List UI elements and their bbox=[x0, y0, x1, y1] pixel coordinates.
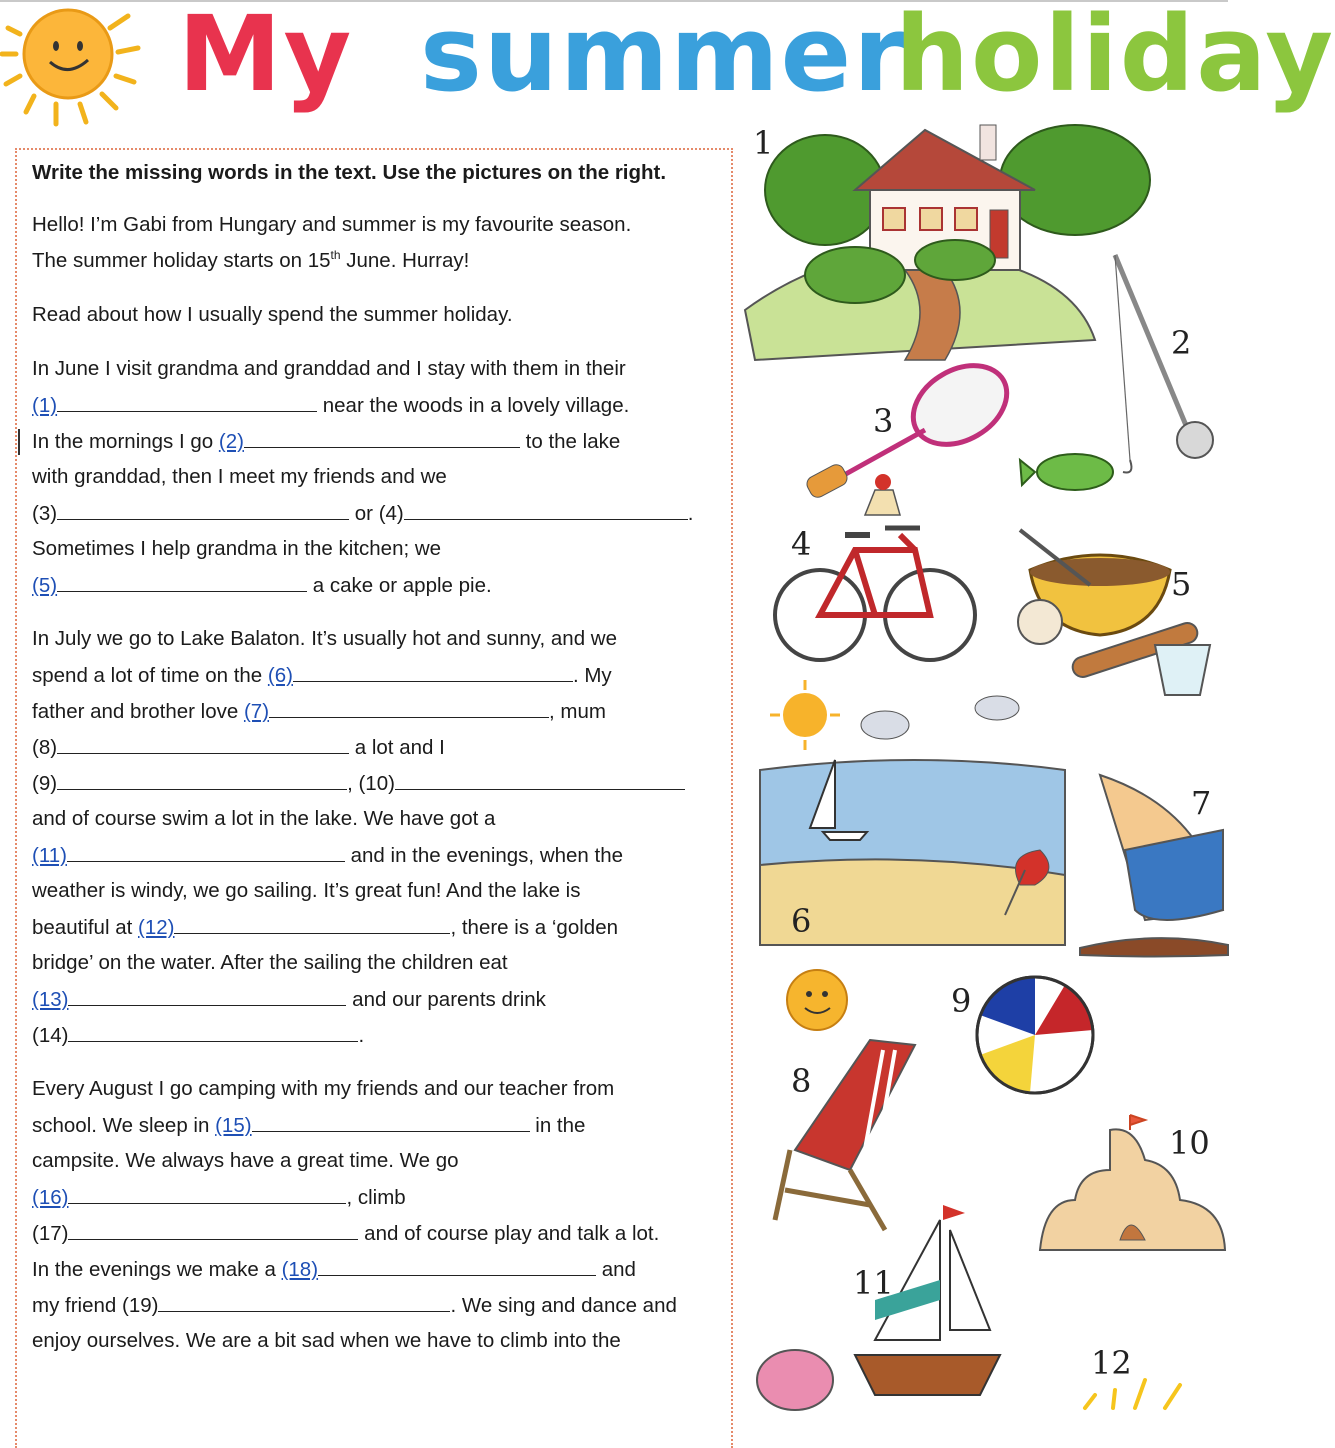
text-line: Hello! I’m Gabi from Hungary and summer is my favourite season. bbox=[32, 213, 632, 236]
picture-number-7: 7 bbox=[1191, 784, 1212, 822]
picture-number-12: 12 bbox=[1091, 1344, 1132, 1382]
picture-number-3: 3 bbox=[873, 402, 894, 440]
gap-number-5[interactable]: (5) bbox=[32, 574, 58, 597]
text-line: (9) , (10) bbox=[32, 765, 722, 801]
gap-number-16[interactable]: (16) bbox=[32, 1186, 69, 1209]
baking-bowl-icon bbox=[1018, 530, 1210, 695]
text-line: bridge’ on the water. After the sailing the children eat bbox=[32, 951, 508, 974]
gap-number-15[interactable]: (15) bbox=[215, 1114, 252, 1137]
text-cursor bbox=[18, 429, 20, 455]
gap-10-blank[interactable] bbox=[395, 765, 685, 790]
text-line: (1) near the woods in a lovely village. bbox=[32, 387, 722, 423]
picture-number-4: 4 bbox=[791, 525, 812, 563]
gap-number-13[interactable]: (13) bbox=[32, 988, 69, 1011]
text-line: enjoy ourselves. We are a bit sad when we have to climb into the bbox=[32, 1329, 621, 1352]
text-line: (5) a cake or apple pie. bbox=[32, 567, 722, 603]
gap-13-blank[interactable] bbox=[68, 981, 346, 1006]
text-line: beautiful at (12) , there is a ‘golden bbox=[32, 909, 722, 945]
exercise-text bbox=[32, 154, 722, 1377]
gap-15-blank[interactable] bbox=[252, 1107, 530, 1132]
text-line: school. We sleep in (15) in the bbox=[32, 1107, 722, 1143]
gap-number-12[interactable]: (12) bbox=[138, 916, 175, 939]
gap-1-blank[interactable] bbox=[57, 387, 317, 412]
ice-cream-icon bbox=[757, 1350, 833, 1410]
picture-column bbox=[735, 110, 1228, 1408]
gap-number-18[interactable]: (18) bbox=[281, 1258, 319, 1281]
text-line: (17) and of course play and talk a lot. bbox=[32, 1215, 722, 1251]
gap-number-4: (4) bbox=[378, 502, 404, 525]
text-line: (8) a lot and I bbox=[32, 729, 722, 765]
gap-14-blank[interactable] bbox=[68, 1017, 358, 1042]
text-line: Read about how I usually spend the summer holiday. bbox=[32, 303, 513, 326]
gap-8-blank[interactable] bbox=[57, 729, 349, 754]
june-paragraph bbox=[32, 351, 722, 603]
picture-number-10: 10 bbox=[1169, 1124, 1210, 1162]
sunset-rays-icon bbox=[1085, 1380, 1180, 1408]
title-word-holiday: holiday bbox=[895, 0, 1335, 115]
badminton-racket-icon bbox=[804, 350, 1021, 515]
text-line: (13) and our parents drink bbox=[32, 981, 722, 1017]
gap-11-blank[interactable] bbox=[67, 837, 345, 862]
title-word-my: My bbox=[178, 0, 354, 115]
text-line: campsite. We always have a great time. We go bbox=[32, 1149, 459, 1172]
text-line: spend a lot of time on the (6) . My bbox=[32, 657, 722, 693]
picture-number-2: 2 bbox=[1171, 324, 1192, 362]
text-line: (16) , climb bbox=[32, 1179, 722, 1215]
text-line: and of course swim a lot in the lake. We have got a bbox=[32, 807, 496, 830]
gap-number-8: (8) bbox=[32, 736, 58, 759]
text-line: with granddad, then I meet my friends and we bbox=[32, 465, 447, 488]
pictures-svg bbox=[735, 110, 1228, 1408]
gap-number-10: (10) bbox=[358, 772, 395, 795]
text-line: (11) and in the evenings, when the bbox=[32, 837, 722, 873]
intro-paragraph bbox=[32, 207, 722, 279]
gap-3-blank[interactable] bbox=[57, 495, 349, 520]
gap-2-blank[interactable] bbox=[244, 423, 520, 448]
read-about-paragraph bbox=[32, 297, 722, 333]
gap-16-blank[interactable] bbox=[68, 1179, 346, 1204]
picture-number-5: 5 bbox=[1171, 565, 1192, 603]
title-word-summer: summer bbox=[420, 0, 907, 115]
gap-6-blank[interactable] bbox=[293, 657, 573, 682]
gap-9-blank[interactable] bbox=[57, 765, 347, 790]
sun-smile-icon bbox=[787, 970, 847, 1030]
beach-ball-icon bbox=[977, 977, 1093, 1093]
text-line: weather is windy, we go sailing. It’s great fun! And the lake is bbox=[32, 879, 581, 902]
picture-number-6: 6 bbox=[791, 902, 812, 940]
text-line: father and brother love (7) , mum bbox=[32, 693, 722, 729]
text-line: The summer holiday starts on 15th June. Hurray! bbox=[32, 248, 470, 272]
text-line: In June I visit grandma and granddad and I stay with them in their bbox=[32, 357, 626, 380]
smiling-sun-icon bbox=[0, 4, 160, 134]
gap-12-blank[interactable] bbox=[174, 909, 450, 934]
gap-number-9: (9) bbox=[32, 772, 58, 795]
picture-number-9: 9 bbox=[951, 982, 972, 1020]
text-line: Every August I go camping with my friends and our teacher from bbox=[32, 1077, 615, 1100]
country-house-icon bbox=[745, 125, 1150, 360]
gap-number-1[interactable]: (1) bbox=[32, 394, 58, 417]
text-line: (14) . bbox=[32, 1017, 722, 1053]
instruction: Write the missing words in the text. Use the pictures on the right. bbox=[32, 161, 667, 184]
gap-5-blank[interactable] bbox=[57, 567, 307, 592]
gap-number-3: (3) bbox=[32, 502, 58, 525]
picture-number-1: 1 bbox=[753, 124, 774, 162]
gap-number-17: (17) bbox=[32, 1222, 69, 1245]
text-line: In the mornings I go (2) to the lake bbox=[32, 423, 722, 459]
text-line: (3) or (4) . bbox=[32, 495, 722, 531]
gap-7-blank[interactable] bbox=[269, 693, 549, 718]
gap-number-6[interactable]: (6) bbox=[267, 664, 293, 687]
august-paragraph bbox=[32, 1071, 722, 1359]
gap-number-7[interactable]: (7) bbox=[243, 700, 270, 723]
july-paragraph bbox=[32, 621, 722, 1053]
gap-number-11[interactable]: (11) bbox=[32, 844, 67, 867]
text-line: my friend (19) . We sing and dance and bbox=[32, 1287, 722, 1323]
picture-number-8: 8 bbox=[791, 1062, 812, 1100]
gap-18-blank[interactable] bbox=[318, 1251, 596, 1276]
text-line: In the evenings we make a (18) and bbox=[32, 1251, 722, 1287]
gap-number-2[interactable]: (2) bbox=[218, 430, 244, 453]
gap-number-14: (14) bbox=[32, 1024, 69, 1047]
picture-number-11: 11 bbox=[853, 1264, 894, 1302]
gap-4-blank[interactable] bbox=[404, 495, 688, 520]
gap-number-19: (19) bbox=[122, 1294, 159, 1317]
text-line: Sometimes I help grandma in the kitchen; we bbox=[32, 537, 442, 560]
gap-19-blank[interactable] bbox=[158, 1287, 450, 1312]
gap-17-blank[interactable] bbox=[68, 1215, 358, 1240]
text-line: In July we go to Lake Balaton. It’s usually hot and sunny, and we bbox=[32, 627, 618, 650]
